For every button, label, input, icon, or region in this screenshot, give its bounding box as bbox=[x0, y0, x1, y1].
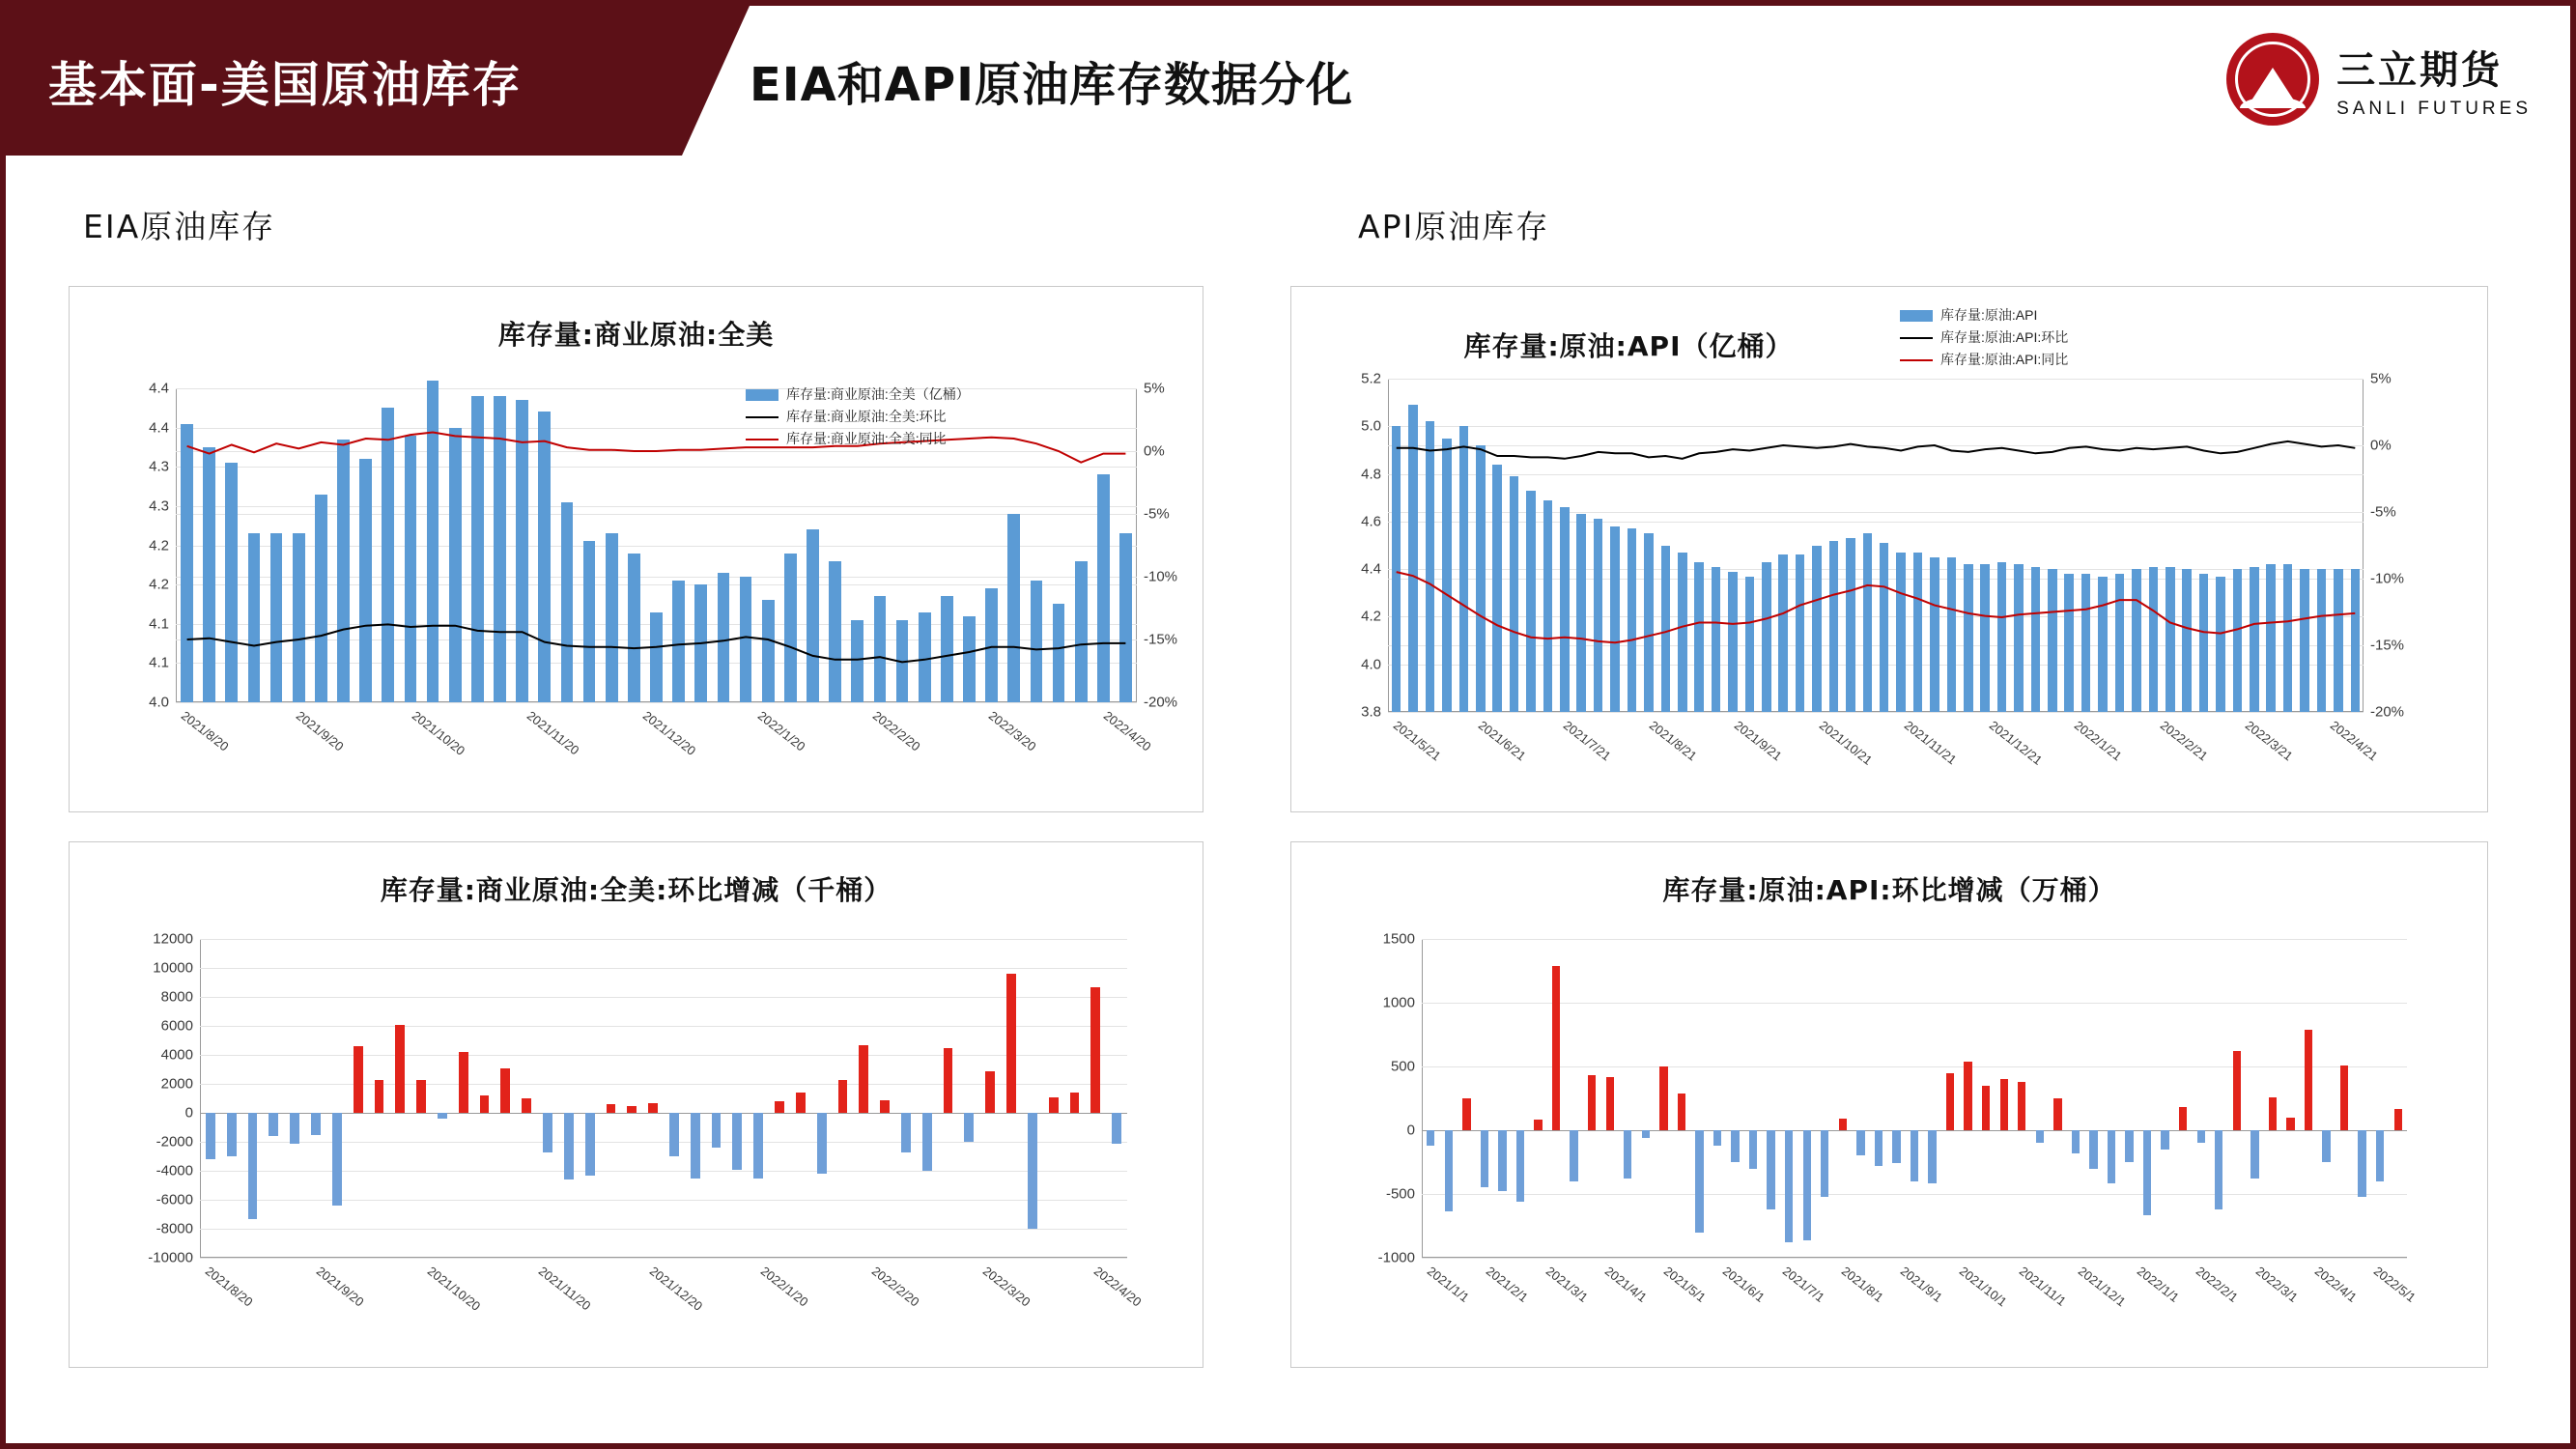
axis-tick-label: 2022/3/20 bbox=[979, 1264, 1033, 1310]
plot-area-eia-stock bbox=[149, 380, 1178, 758]
axis-tick-label: -5% bbox=[2370, 503, 2396, 521]
bar bbox=[354, 1046, 363, 1113]
axis-tick-label: 2021/10/20 bbox=[409, 708, 468, 758]
axis-tick-label: 2021/11/20 bbox=[524, 708, 582, 758]
chart-panel-api-change bbox=[1290, 841, 2488, 1368]
bar bbox=[1516, 1130, 1524, 1202]
plot-frame bbox=[1422, 939, 2407, 1258]
legend-swatch-line bbox=[746, 416, 778, 418]
bar bbox=[796, 1093, 806, 1113]
bar bbox=[248, 1113, 258, 1219]
bar bbox=[817, 1113, 827, 1174]
bar bbox=[438, 1113, 447, 1119]
axis-tick-label: 4.0 bbox=[149, 694, 169, 711]
bar bbox=[944, 1048, 953, 1114]
slide-content bbox=[6, 156, 2570, 1443]
bar bbox=[2340, 1065, 2348, 1130]
bar bbox=[1839, 1119, 1847, 1130]
legend-swatch-line bbox=[746, 439, 778, 440]
sanli-logo-icon bbox=[2226, 33, 2319, 126]
bar bbox=[1856, 1130, 1864, 1155]
bar bbox=[585, 1113, 595, 1176]
axis-tick-label: 1500 bbox=[1382, 930, 1415, 948]
bar bbox=[691, 1113, 700, 1179]
axis-tick-label: 2021/9/20 bbox=[294, 708, 347, 754]
axis-tick-label: 2021/9/1 bbox=[1897, 1264, 1945, 1305]
bar bbox=[395, 1025, 405, 1114]
bar bbox=[753, 1113, 763, 1179]
chart-title-eia-stock: 库存量:商业原油:全美 bbox=[497, 319, 775, 351]
axis-tick-label: 2021/12/20 bbox=[646, 1264, 706, 1314]
axis-tick-label: 4.2 bbox=[1361, 608, 1381, 625]
axis-tick-label: 2021/8/21 bbox=[1646, 718, 1700, 764]
bar bbox=[732, 1113, 742, 1170]
axis-tick-label: 2021/8/1 bbox=[1838, 1264, 1886, 1305]
legend-item bbox=[746, 406, 970, 428]
plot-area-api-stock bbox=[1361, 370, 2405, 768]
bar bbox=[859, 1045, 868, 1114]
legend-label: 库存量:原油:API bbox=[1940, 307, 2038, 323]
axis-tick-label: 2021/7/1 bbox=[1779, 1264, 1827, 1305]
axis-tick-label: 4.4 bbox=[149, 419, 169, 437]
axis-tick-label: 2021/12/20 bbox=[639, 708, 698, 758]
gridline bbox=[1422, 939, 2407, 940]
legend-item bbox=[746, 384, 970, 406]
right-column-label: API原油库存 bbox=[1358, 208, 1550, 245]
bar bbox=[985, 1071, 995, 1114]
axis-tick-label: 2021/4/1 bbox=[1601, 1264, 1650, 1305]
bar bbox=[1803, 1130, 1811, 1240]
gridline bbox=[1388, 712, 2364, 713]
legend-label: 库存量:商业原油:全美（亿桶） bbox=[786, 386, 970, 402]
axis-tick-label: 2021/1/1 bbox=[1424, 1264, 1472, 1305]
bar bbox=[1928, 1130, 1936, 1183]
bar bbox=[964, 1113, 974, 1142]
bar bbox=[775, 1101, 784, 1113]
axis-tick-label: 5.2 bbox=[1361, 370, 1381, 387]
bar bbox=[2197, 1130, 2205, 1143]
axis-tick-label: 2022/2/20 bbox=[870, 708, 923, 754]
bar bbox=[1552, 966, 1560, 1130]
bar bbox=[2250, 1130, 2258, 1179]
axis-tick-label: 4000 bbox=[160, 1046, 193, 1064]
axis-tick-label: 4.8 bbox=[1361, 466, 1381, 483]
bar bbox=[669, 1113, 679, 1156]
chart-title-api-change: 库存量:原油:API:环比增减（万桶） bbox=[1662, 874, 2116, 906]
axis-tick-label: 2021/11/20 bbox=[535, 1264, 594, 1314]
bar bbox=[1498, 1130, 1506, 1191]
axis-tick-label: -10000 bbox=[148, 1249, 193, 1266]
axis-tick-label: 2021/12/1 bbox=[2075, 1264, 2129, 1310]
axis-tick-label: 2021/10/1 bbox=[1957, 1264, 2010, 1310]
bar bbox=[480, 1095, 490, 1113]
bar bbox=[522, 1098, 531, 1113]
bar bbox=[543, 1113, 552, 1152]
axis-tick-label: 10000 bbox=[153, 959, 193, 977]
axis-tick-label: 2022/4/1 bbox=[2311, 1264, 2360, 1305]
bar bbox=[1624, 1130, 1631, 1179]
axis-tick-label: 2022/3/20 bbox=[985, 708, 1039, 754]
bar bbox=[880, 1100, 890, 1114]
axis-tick-label: 4.1 bbox=[149, 615, 169, 633]
bar bbox=[1462, 1098, 1470, 1130]
legend-label: 库存量:原油:API:同比 bbox=[1940, 352, 2069, 367]
axis-tick-label: 2022/2/1 bbox=[2194, 1264, 2242, 1305]
bar bbox=[1875, 1130, 1882, 1166]
axis-tick-label: 2021/5/1 bbox=[1660, 1264, 1709, 1305]
bar bbox=[459, 1052, 468, 1113]
legend-label: 库存量:商业原油:全美:环比 bbox=[786, 409, 947, 424]
chart-panel-api-stock bbox=[1290, 286, 2488, 812]
bar bbox=[648, 1103, 658, 1114]
legend-label: 库存量:商业原油:全美:同比 bbox=[786, 431, 947, 446]
axis-tick-label: 8000 bbox=[160, 988, 193, 1006]
bar bbox=[1911, 1130, 1918, 1181]
bar bbox=[375, 1080, 384, 1114]
legend-item bbox=[746, 428, 970, 450]
bar bbox=[564, 1113, 574, 1179]
bar bbox=[2000, 1079, 2008, 1130]
axis-tick-label: 4.4 bbox=[149, 380, 169, 397]
bar bbox=[1982, 1086, 1990, 1130]
bar bbox=[1606, 1077, 1614, 1130]
axis-tick-label: 500 bbox=[1390, 1058, 1415, 1075]
legend-swatch-bar bbox=[746, 389, 778, 401]
bar bbox=[1588, 1075, 1596, 1130]
gridline bbox=[200, 1026, 1127, 1027]
bar bbox=[2394, 1109, 2402, 1130]
axis-tick-label: 5% bbox=[2370, 370, 2392, 387]
axis-tick-label: 0 bbox=[184, 1104, 193, 1122]
axis-tick-label: 2022/1/20 bbox=[757, 1264, 811, 1310]
axis-tick-label: 2022/1/20 bbox=[754, 708, 808, 754]
brand-logo bbox=[2226, 33, 2532, 126]
bar bbox=[2233, 1051, 2241, 1130]
axis-tick-label: 0 bbox=[1406, 1122, 1415, 1139]
bar bbox=[1090, 987, 1100, 1114]
page-title: EIA和API原油库存数据分化 bbox=[750, 58, 1353, 112]
brand-name-en: SANLI FUTURES bbox=[2336, 98, 2532, 119]
axis-tick-label: -2000 bbox=[156, 1133, 193, 1151]
bar bbox=[2108, 1130, 2115, 1183]
slide-header bbox=[6, 6, 2570, 156]
chart-legend-eia-stock bbox=[746, 384, 970, 450]
bar bbox=[607, 1104, 616, 1113]
bar bbox=[269, 1113, 278, 1136]
axis-tick-label: 4.2 bbox=[149, 537, 169, 554]
axis-tick-label: 3.8 bbox=[1361, 703, 1381, 721]
axis-tick-label: 6000 bbox=[160, 1017, 193, 1035]
axis-tick-label: 2021/2/1 bbox=[1484, 1264, 1532, 1305]
axis-tick-label: 2021/5/21 bbox=[1390, 718, 1444, 764]
legend-swatch-line bbox=[1900, 337, 1933, 339]
bar bbox=[1892, 1130, 1900, 1163]
axis-tick-label: 2021/10/21 bbox=[1816, 718, 1876, 768]
axis-tick-label: 2021/11/1 bbox=[2016, 1264, 2069, 1309]
axis-tick-label: 2021/10/20 bbox=[424, 1264, 484, 1314]
legend-swatch-bar bbox=[1900, 310, 1933, 322]
axis-tick-label: 2021/8/20 bbox=[178, 708, 232, 754]
bar bbox=[2286, 1118, 2294, 1130]
bar bbox=[1659, 1066, 1667, 1130]
axis-tick-label: 2022/4/20 bbox=[1090, 1264, 1145, 1310]
axis-tick-label: 4.6 bbox=[1361, 513, 1381, 530]
bar bbox=[1070, 1093, 1080, 1113]
axis-tick-label: 2022/1/1 bbox=[2134, 1264, 2182, 1305]
bar bbox=[2053, 1098, 2061, 1130]
legend-item bbox=[1900, 304, 2068, 327]
bar bbox=[1642, 1130, 1650, 1138]
bar bbox=[2305, 1030, 2312, 1130]
bar bbox=[1946, 1073, 1954, 1130]
bar bbox=[1821, 1130, 1828, 1197]
axis-tick-label: 2000 bbox=[160, 1075, 193, 1093]
gridline bbox=[200, 968, 1127, 969]
bar bbox=[206, 1113, 215, 1159]
bar bbox=[1445, 1130, 1453, 1211]
axis-tick-label: 2021/6/21 bbox=[1475, 718, 1529, 764]
axis-tick-label: 0% bbox=[2370, 437, 2392, 454]
axis-tick-label: 2021/7/21 bbox=[1561, 718, 1614, 764]
bar bbox=[1006, 974, 1016, 1113]
axis-tick-label: 2021/11/21 bbox=[1901, 718, 1960, 768]
chart-panel-eia-stock bbox=[69, 286, 1203, 812]
bar bbox=[1534, 1120, 1542, 1130]
gridline bbox=[200, 1258, 1127, 1259]
bar bbox=[1713, 1130, 1721, 1146]
chart-title-api-stock: 库存量:原油:API（亿桶） bbox=[1463, 330, 1794, 362]
gridline bbox=[200, 1229, 1127, 1230]
gridline bbox=[1422, 1066, 2407, 1067]
axis-tick-label: 2021/6/1 bbox=[1720, 1264, 1769, 1305]
axis-tick-label: -10% bbox=[2370, 570, 2405, 587]
gridline bbox=[200, 1055, 1127, 1056]
bar bbox=[1049, 1097, 1059, 1114]
axis-tick-label: 2022/3/1 bbox=[2252, 1264, 2301, 1305]
bar bbox=[1427, 1130, 1434, 1146]
bar bbox=[2143, 1130, 2151, 1215]
bar bbox=[1570, 1130, 1577, 1181]
axis-tick-label: 5% bbox=[1144, 380, 1165, 397]
bar bbox=[332, 1113, 342, 1206]
axis-tick-label: -1000 bbox=[1377, 1249, 1415, 1266]
bar bbox=[2269, 1097, 2277, 1130]
axis-tick-label: -10% bbox=[1144, 568, 1178, 585]
plot-area-eia-change bbox=[148, 930, 1145, 1314]
bar bbox=[311, 1113, 321, 1135]
bar bbox=[1481, 1130, 1488, 1187]
legend-item bbox=[1900, 327, 2068, 349]
bar bbox=[500, 1068, 510, 1114]
bar bbox=[2089, 1130, 2097, 1169]
gridline bbox=[176, 702, 1137, 703]
axis-tick-label: -15% bbox=[1144, 631, 1178, 648]
axis-tick-label: -15% bbox=[2370, 637, 2405, 654]
axis-tick-label: 4.2 bbox=[149, 576, 169, 593]
axis-tick-label: 2021/8/20 bbox=[202, 1264, 256, 1310]
chart-legend-api-stock bbox=[1900, 304, 2068, 371]
axis-tick-label: -5% bbox=[1144, 505, 1170, 523]
axis-tick-label: 2022/4/20 bbox=[1100, 708, 1154, 754]
bar bbox=[1112, 1113, 1121, 1144]
bar bbox=[2036, 1130, 2044, 1143]
legend-swatch-line bbox=[1900, 359, 1933, 361]
bar bbox=[627, 1106, 637, 1114]
axis-tick-label: 12000 bbox=[153, 930, 193, 948]
bar bbox=[2322, 1130, 2330, 1162]
axis-tick-label: -20% bbox=[1144, 694, 1178, 711]
legend-label: 库存量:原油:API:环比 bbox=[1940, 329, 2069, 345]
left-column-label: EIA原油库存 bbox=[83, 208, 276, 245]
bar bbox=[227, 1113, 237, 1156]
header-section-tag: 基本面-美国原油库存 bbox=[48, 56, 523, 113]
bar bbox=[1749, 1130, 1757, 1169]
axis-tick-label: 2022/2/21 bbox=[2157, 718, 2211, 764]
axis-tick-label: 0% bbox=[1144, 442, 1165, 460]
axis-tick-label: 1000 bbox=[1382, 994, 1415, 1011]
axis-tick-label: -4000 bbox=[156, 1162, 193, 1179]
bar bbox=[922, 1113, 932, 1171]
gridline bbox=[1422, 1194, 2407, 1195]
legend-item bbox=[1900, 349, 2068, 371]
axis-tick-label: 2021/3/1 bbox=[1543, 1264, 1591, 1305]
bar bbox=[2018, 1082, 2025, 1130]
bar bbox=[712, 1113, 722, 1148]
bar bbox=[2215, 1130, 2222, 1209]
axis-tick-label: 2021/9/21 bbox=[1731, 718, 1785, 764]
axis-tick-label: 4.3 bbox=[149, 458, 169, 475]
axis-tick-label: 5.0 bbox=[1361, 417, 1381, 435]
chart-title-eia-change: 库存量:商业原油:全美:环比增减（千桶） bbox=[380, 874, 892, 906]
series-line bbox=[1388, 379, 2364, 712]
gridline bbox=[200, 997, 1127, 998]
bar bbox=[838, 1080, 848, 1114]
plot-area-api-change bbox=[1377, 930, 2419, 1310]
bar bbox=[901, 1113, 911, 1152]
chart-panel-eia-change bbox=[69, 841, 1203, 1368]
bar bbox=[1695, 1130, 1703, 1233]
axis-tick-label: -500 bbox=[1385, 1185, 1415, 1203]
axis-tick-label: 4.0 bbox=[1361, 656, 1381, 673]
bar bbox=[2125, 1130, 2133, 1162]
axis-tick-label: 2022/4/21 bbox=[2327, 718, 2381, 764]
bar bbox=[1028, 1113, 1037, 1229]
gridline bbox=[200, 939, 1127, 940]
axis-tick-label: 4.3 bbox=[149, 497, 169, 515]
gridline bbox=[1422, 1003, 2407, 1004]
bar bbox=[1678, 1094, 1685, 1130]
bar bbox=[290, 1113, 299, 1144]
bar bbox=[2179, 1107, 2187, 1130]
axis-tick-label: 4.1 bbox=[149, 654, 169, 671]
axis-tick-label: 2022/3/21 bbox=[2242, 718, 2296, 764]
gridline bbox=[1422, 1258, 2407, 1259]
axis-tick-label: 2021/12/21 bbox=[1987, 718, 2046, 768]
axis-tick-label: -20% bbox=[2370, 703, 2405, 721]
axis-tick-label: 2022/1/21 bbox=[2072, 718, 2126, 764]
series-line bbox=[176, 388, 1137, 702]
axis-tick-label: 2021/9/20 bbox=[313, 1264, 367, 1310]
axis-tick-label: -6000 bbox=[156, 1191, 193, 1208]
bar bbox=[2161, 1130, 2168, 1150]
axis-tick-label: 2022/2/20 bbox=[868, 1264, 922, 1310]
bar bbox=[416, 1080, 426, 1114]
axis-tick-label: -8000 bbox=[156, 1220, 193, 1237]
brand-name-cn: 三立期货 bbox=[2336, 47, 2504, 93]
bar bbox=[1785, 1130, 1793, 1242]
axis-tick-label: 2022/5/1 bbox=[2370, 1264, 2419, 1305]
bar bbox=[1767, 1130, 1774, 1209]
bar bbox=[2358, 1130, 2365, 1197]
bar bbox=[2376, 1130, 2384, 1181]
bar bbox=[2072, 1130, 2080, 1153]
bar bbox=[1731, 1130, 1739, 1162]
axis-tick-label: 4.4 bbox=[1361, 560, 1381, 578]
bar bbox=[1964, 1062, 1971, 1130]
